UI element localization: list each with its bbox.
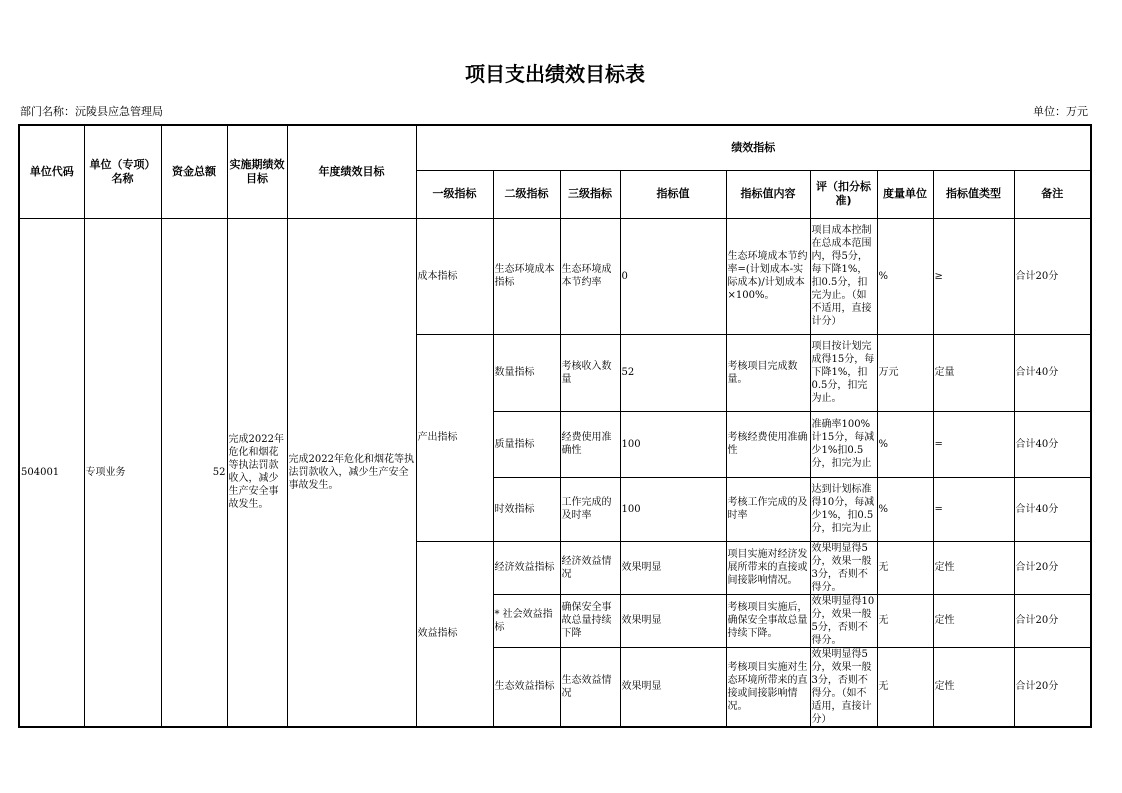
header-level1: 一级指标 xyxy=(416,170,493,218)
level3-cell: 工作完成的及时率 xyxy=(560,477,620,541)
header-unit-code: 单位代码 xyxy=(19,125,84,218)
department-label: 部门名称：沅陵县应急管理局 xyxy=(20,105,163,118)
header-measure-unit: 度量单位 xyxy=(877,170,933,218)
content-cell: 生态环境成本节约率=(计划成本-实际成本)/计划成本×100%。 xyxy=(726,218,810,334)
header-level2: 二级指标 xyxy=(493,170,560,218)
content-cell: 项目实施对经济发展所带来的直接或间接影响情况。 xyxy=(726,541,810,594)
level3-cell: 确保安全事故总量持续下降 xyxy=(560,594,620,647)
page-title: 项目支出绩效目标表 xyxy=(465,62,645,86)
performance-table xyxy=(18,124,1092,728)
scoring-cell: 效果明显得5分，效果一般3分，否则不得分。 xyxy=(810,541,877,594)
header-total-funds: 资金总额 xyxy=(161,125,227,218)
value-cell: 效果明显 xyxy=(620,541,726,594)
value-cell: 效果明显 xyxy=(620,594,726,647)
content-cell: 考核工作完成的及时率 xyxy=(726,477,810,541)
level3-cell: 经济效益情况 xyxy=(560,541,620,594)
header-period-goal: 实施期绩效目标 xyxy=(227,125,287,218)
remark-cell: 合计20分 xyxy=(1014,541,1091,594)
level2-cell: 经济效益指标 xyxy=(493,541,560,594)
group-cost: 成本指标 xyxy=(416,218,493,334)
level2-cell: 时效指标 xyxy=(493,477,560,541)
measure-unit-cell: 万元 xyxy=(877,334,933,411)
value-type-cell: 定性 xyxy=(933,647,1014,727)
content-cell: 考核项目实施对生态环境所带来的直接或间接影响情况。 xyxy=(726,647,810,727)
level2-cell: 质量指标 xyxy=(493,411,560,477)
header-value-type: 指标值类型 xyxy=(933,170,1014,218)
scoring-cell: 准确率100%计15分，每减少1%扣0.5分，扣完为止 xyxy=(810,411,877,477)
value-type-cell: = xyxy=(933,477,1014,541)
content-cell: 考核项目实施后，确保安全事故总量持续下降。 xyxy=(726,594,810,647)
header-unit-name: 单位（专项）名称 xyxy=(84,125,161,218)
content-cell: 考核项目完成数量。 xyxy=(726,334,810,411)
value-type-cell: 定性 xyxy=(933,541,1014,594)
content-cell: 考核经费使用准确性 xyxy=(726,411,810,477)
level3-cell: 经费使用准确性 xyxy=(560,411,620,477)
remark-cell: 合计40分 xyxy=(1014,477,1091,541)
total-funds-cell: 52 xyxy=(161,218,227,727)
remark-cell: 合计40分 xyxy=(1014,411,1091,477)
remark-cell: 合计20分 xyxy=(1014,218,1091,334)
period-goal-cell: 完成2022年危化和烟花等执法罚款收入，减少生产安全事故发生。 xyxy=(227,218,287,727)
level2-cell: 数量指标 xyxy=(493,334,560,411)
measure-unit-cell: 无 xyxy=(877,647,933,727)
value-cell: 100 xyxy=(620,411,726,477)
scoring-cell: 项目按计划完成得15分，每下降1%，扣0.5分，扣完为止。 xyxy=(810,334,877,411)
measure-unit-cell: % xyxy=(877,218,933,334)
header-level3: 三级指标 xyxy=(560,170,620,218)
header-performance-indicators: 绩效指标 xyxy=(416,125,1091,170)
measure-unit-cell: % xyxy=(877,477,933,541)
scoring-cell: 达到计划标准得10分，每减少1%，扣0.5分，扣完为止 xyxy=(810,477,877,541)
table-row xyxy=(19,218,1091,334)
header-value: 指标值 xyxy=(620,170,726,218)
unit-label: 单位：万元 xyxy=(1033,105,1088,118)
scoring-cell: 效果明显得5分，效果一般3分，否则不得分。（如不适用，直接计分） xyxy=(810,647,877,727)
value-cell: 100 xyxy=(620,477,726,541)
value-cell: 0 xyxy=(620,218,726,334)
value-type-cell: ≥ xyxy=(933,218,1014,334)
remark-cell: 合计20分 xyxy=(1014,594,1091,647)
level2-cell: 生态环境成本指标 xyxy=(493,218,560,334)
remark-cell: 合计20分 xyxy=(1014,647,1091,727)
measure-unit-cell: 无 xyxy=(877,541,933,594)
header-annual-goal: 年度绩效目标 xyxy=(287,125,416,218)
level2-cell: 生态效益指标 xyxy=(493,647,560,727)
value-type-cell: = xyxy=(933,411,1014,477)
header-scoring: 评（扣分标准) xyxy=(810,170,877,218)
measure-unit-cell: % xyxy=(877,411,933,477)
header-content: 指标值内容 xyxy=(726,170,810,218)
level3-cell: 考核收入数量 xyxy=(560,334,620,411)
scoring-cell: 效果明显得10分，效果一般5分，否则不得分。 xyxy=(810,594,877,647)
header-row-1 xyxy=(19,125,1091,170)
remark-cell: 合计40分 xyxy=(1014,334,1091,411)
group-benefit: 效益指标 xyxy=(416,541,493,727)
value-type-cell: 定量 xyxy=(933,334,1014,411)
group-output: 产出指标 xyxy=(416,334,493,541)
value-type-cell: 定性 xyxy=(933,594,1014,647)
value-cell: 效果明显 xyxy=(620,647,726,727)
unit-code-cell: 504001 xyxy=(19,218,84,727)
level3-cell: 生态环境成本节约率 xyxy=(560,218,620,334)
level2-cell: * 社会效益指标 xyxy=(493,594,560,647)
value-cell: 52 xyxy=(620,334,726,411)
unit-name-cell: 专项业务 xyxy=(84,218,161,727)
header-remark: 备注 xyxy=(1014,170,1091,218)
annual-goal-cell: 完成2022年危化和烟花等执法罚款收入，减少生产安全事故发生。 xyxy=(287,218,416,727)
measure-unit-cell: 无 xyxy=(877,594,933,647)
level3-cell: 生态效益情况 xyxy=(560,647,620,727)
scoring-cell: 项目成本控制在总成本范围内，得5分，每下降1%，扣0.5分，扣完为止。（如不适用，直接计分） xyxy=(810,218,877,334)
